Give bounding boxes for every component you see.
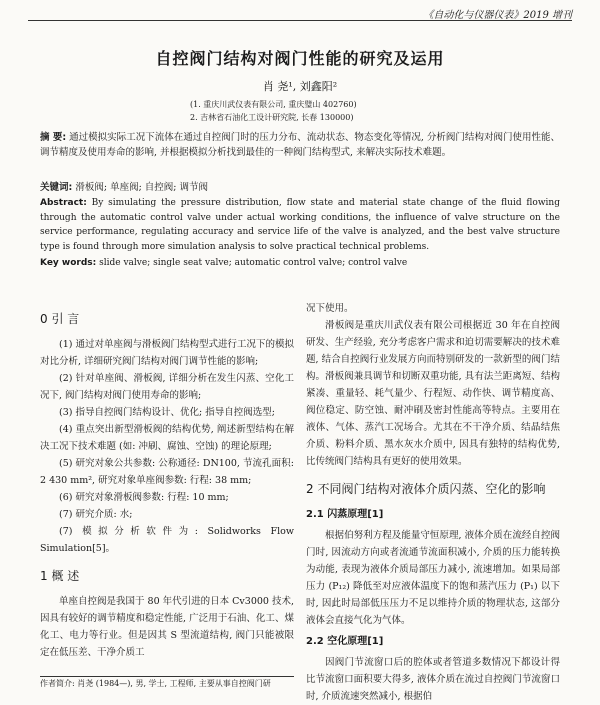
- affiliation-2: 2. 吉林省石油化工设计研究院, 长春 130000): [190, 113, 354, 122]
- list-item: (7) 模拟分析软件为: Solidworks Flow Simulation[5]。: [40, 526, 294, 554]
- keywords-cn: [40, 180, 560, 195]
- section-heading-0: 0 引 言: [40, 312, 80, 326]
- keywords-cn-text: 滑板阀; 单座阀; 自控阀; 调节阀: [75, 182, 209, 193]
- body-paragraph: 单座自控阀是我国于 80 年代引进的日本 Cv3000 技术, 因具有较好的调节精度和稳定性能, 广泛用于石油、化工、煤化工、电力等行业。但是因其 S 型流道结构, 阀门只能被限定在低压差、干净介质工: [40, 596, 295, 658]
- subsection-heading-2-2: 2.2 空化原理[1]: [306, 636, 384, 647]
- right-column: [306, 300, 560, 705]
- list-item: (4) 重点突出新型滑板阀的结构优势, 阐述新型结构在解决工况下技术难题 (如: 冲刷、腐蚀、空蚀) 的理论原理;: [40, 424, 294, 452]
- author-footnote: 作者简介: 肖尧 (1984—), 男, 学士, 工程师, 主要从事自控阀门研: [40, 676, 294, 689]
- list-item: (3) 指导自控阀门结构设计、优化; 指导自控阀选型;: [59, 407, 275, 418]
- body-paragraph: 滑板阀是重庆川武仪表有限公司根据近 30 年在自控阀研发、生产经验, 充分考虑客户需求和迫切需要解决的技术难题, 结合自控阀行业发展方向而特别研发的一款新型的阀门结构。滑板阀兼具调节和切断双重功能, 具有法兰距离短、结构紧凑、重量轻、耗气量少、行程短、动作快、调节精度高、阀位稳定、防空蚀、耐冲刷及密封性能高等特点。主要用在液体、气体、蒸汽工况场合。尤其在不干净介质、结晶结焦介质、粉料介质、黑水灰水介质中, 因具有独特的结构优势, 比传统阀门结构具有更好的使用效果。: [306, 320, 560, 467]
- abstract-en: [40, 196, 560, 254]
- list-item: (7) 研究介质: 水;: [59, 509, 133, 520]
- list-item: (5) 研究对象公共参数: 公称通径: DN100, 节流孔面积: 2 430 mm², 研究对象单座阀参数: 行程: 38 mm;: [40, 458, 294, 486]
- header-rule: [28, 20, 572, 21]
- affiliation-1: (1. 重庆川武仪表有限公司, 重庆璧山 402760): [190, 100, 357, 109]
- list-item: (6) 研究对象滑板阀参数: 行程: 10 mm;: [59, 492, 229, 503]
- paper-title: 自控阀门结构对阀门性能的研究及运用: [155, 49, 445, 68]
- abstract-en-text: By simulating the pressure distribution, flow state and material state change of the fluid flowing through the automatic control valve under actual working conditions, the influence of valve structure on the service performance, regulating accuracy and service life of the valve is analyzed, and the best valve structure type is found through more simulation analysis to solve practical technical problems.: [40, 198, 560, 252]
- keywords-cn-label: 关键词:: [40, 182, 73, 193]
- journal-header: 《自动化与仪器仪表》2019 增刊: [423, 10, 572, 21]
- body-paragraph: 根据伯努利方程及能量守恒原理, 液体介质在流经自控阀门时, 因流动方向或者流通节流面积减小, 介质的压力能转换为动能, 表现为液体介质局部压力减小, 流速增加。如果局部压力 (P₁₂) 降低至对应液体温度下的饱和蒸汽压力 (P₁) 以下时, 因此时局部低压压力不足以维持介质的物理状态, 这部分液体会直接气化为气体。: [306, 530, 560, 626]
- abstract-en-label: Abstract:: [40, 198, 87, 208]
- subsection-heading-2-1: 2.1 闪蒸原理[1]: [306, 509, 384, 520]
- paper-authors: 肖 尧¹, 刘鑫阳²: [262, 80, 338, 93]
- list-item: (1) 通过对单座阀与滑板阀门结构型式进行工况下的模拟对比分析, 详细研究阀门结构对阀门调节性能的影响;: [40, 339, 294, 367]
- body-paragraph: 况下使用。: [306, 303, 354, 314]
- body-paragraph: 因阀门节流窗口后的腔体或者管道多数情况下都设计得比节流窗口面积要大得多, 液体介质在流过自控阀门节流窗口时, 介质流速突然减小, 根据伯: [306, 657, 560, 702]
- keywords-en: [40, 256, 560, 271]
- list-item: (2) 针对单座阀、滑板阀, 详细分析在发生闪蒸、空化工况下, 阀门结构对阀门使用寿命的影响;: [40, 373, 294, 401]
- keywords-en-label: Key words:: [40, 258, 97, 268]
- section-heading-1: 1 概 述: [40, 569, 80, 583]
- keywords-en-text: slide valve; single seat valve; automatic control valve; control valve: [99, 258, 408, 268]
- abstract-cn-label: 摘 要:: [40, 132, 67, 143]
- section-heading-2: 2 不同阀门结构对液体介质闪蒸、空化的影响: [306, 482, 546, 496]
- left-column: [40, 300, 294, 661]
- abstract-cn: [40, 130, 560, 160]
- abstract-cn-text: 通过模拟实际工况下流体在通过自控阀门时的压力分布、流动状态、物态变化等情况, 分析阀门结构对阀门使用性能、调节精度及使用寿命的影响, 并根据模拟分析找到最佳的一种阀门结构型式, 来解决实际技术难题。: [40, 132, 560, 158]
